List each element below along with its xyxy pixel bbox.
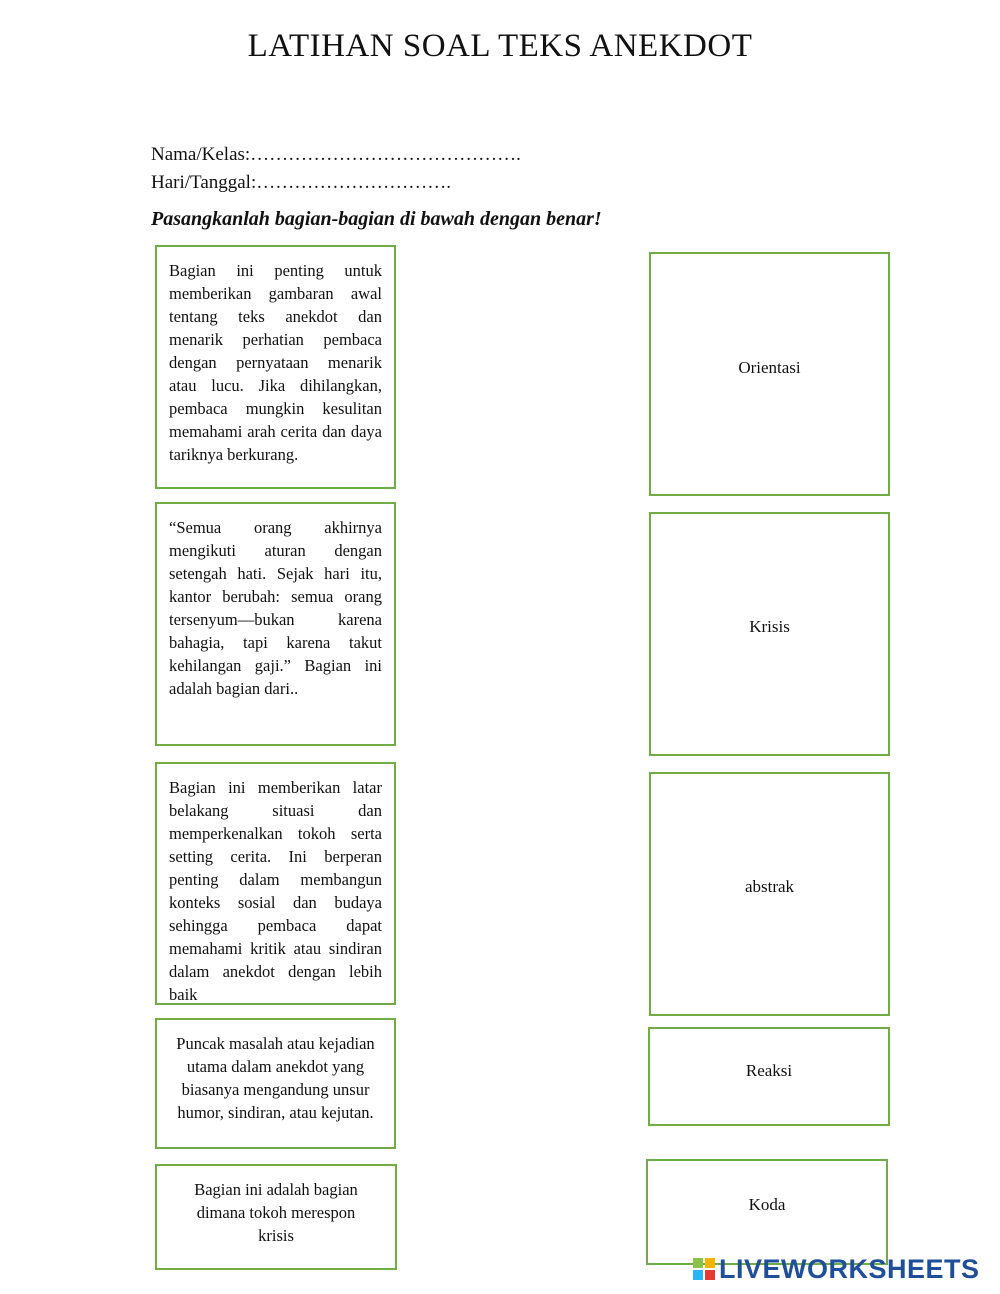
instruction: Pasangkanlah bagian-bagian di bawah dengan benar! [151, 208, 602, 230]
liveworksheets-logo-icon [693, 1258, 715, 1280]
answer-box-orientasi[interactable] [649, 252, 890, 496]
day-date-field: Hari/Tanggal:…………………………. [151, 172, 451, 193]
answer-box-abstrak[interactable] [649, 772, 890, 1016]
question-text-1: Bagian ini penting untuk memberikan gambaran awal tentang teks anekdot dan menarik perhatian pembaca dengan pernyataan menarik atau lucu. Jika dihilangkan, pembaca mungkin kesulitan memahami arah cerita dan daya tariknya berkurang. [169, 261, 382, 464]
liveworksheets-logo [693, 1254, 980, 1284]
answer-label-koda: Koda [748, 1195, 786, 1214]
answer-label-reaksi: Reaksi [745, 1060, 793, 1080]
question-text-5: Bagian ini adalah bagian dimana tokoh merespon krisis [194, 1180, 358, 1245]
question-box-1[interactable] [155, 245, 396, 489]
liveworksheets-logo-text: LIVEWORKSHEETS [719, 1253, 980, 1284]
question-box-3[interactable] [155, 762, 396, 1005]
answer-box-reaksi[interactable] [648, 1027, 890, 1126]
answer-label-krisis: Krisis [749, 617, 790, 636]
worksheet-title: LATIHAN SOAL TEKS ANEKDOT [247, 28, 753, 64]
question-box-5[interactable] [155, 1164, 397, 1270]
name-class-field: Nama/Kelas:……………………………………. [151, 144, 521, 165]
answer-box-koda[interactable] [646, 1159, 888, 1265]
question-text-4: Puncak masalah atau kejadian utama dalam anekdot yang biasanya mengandung unsur humor, sindiran, atau kejutan. [176, 1034, 375, 1122]
answer-label-orientasi: Orientasi [738, 358, 801, 377]
question-box-4[interactable] [155, 1018, 396, 1149]
question-text-3: Bagian ini memberikan latar belakang situasi dan memperkenalkan tokoh serta setting cerita. Ini berperan penting dalam membangun konteks sosial dan budaya sehingga pembaca dapat memahami kritik atau sindiran dalam anekdot dengan lebih baik [169, 778, 382, 1004]
question-box-2[interactable] [155, 502, 396, 746]
answer-box-krisis[interactable] [649, 512, 890, 756]
question-text-2: “Semua orang akhirnya mengikuti aturan dengan setengah hati. Sejak hari itu, kantor berubah: semua orang tersenyum—bukan karena bahagia, tapi karena takut kehilangan gaji.” Bagian ini adalah bagian dari.. [169, 518, 382, 698]
answer-label-abstrak: abstrak [744, 877, 795, 896]
